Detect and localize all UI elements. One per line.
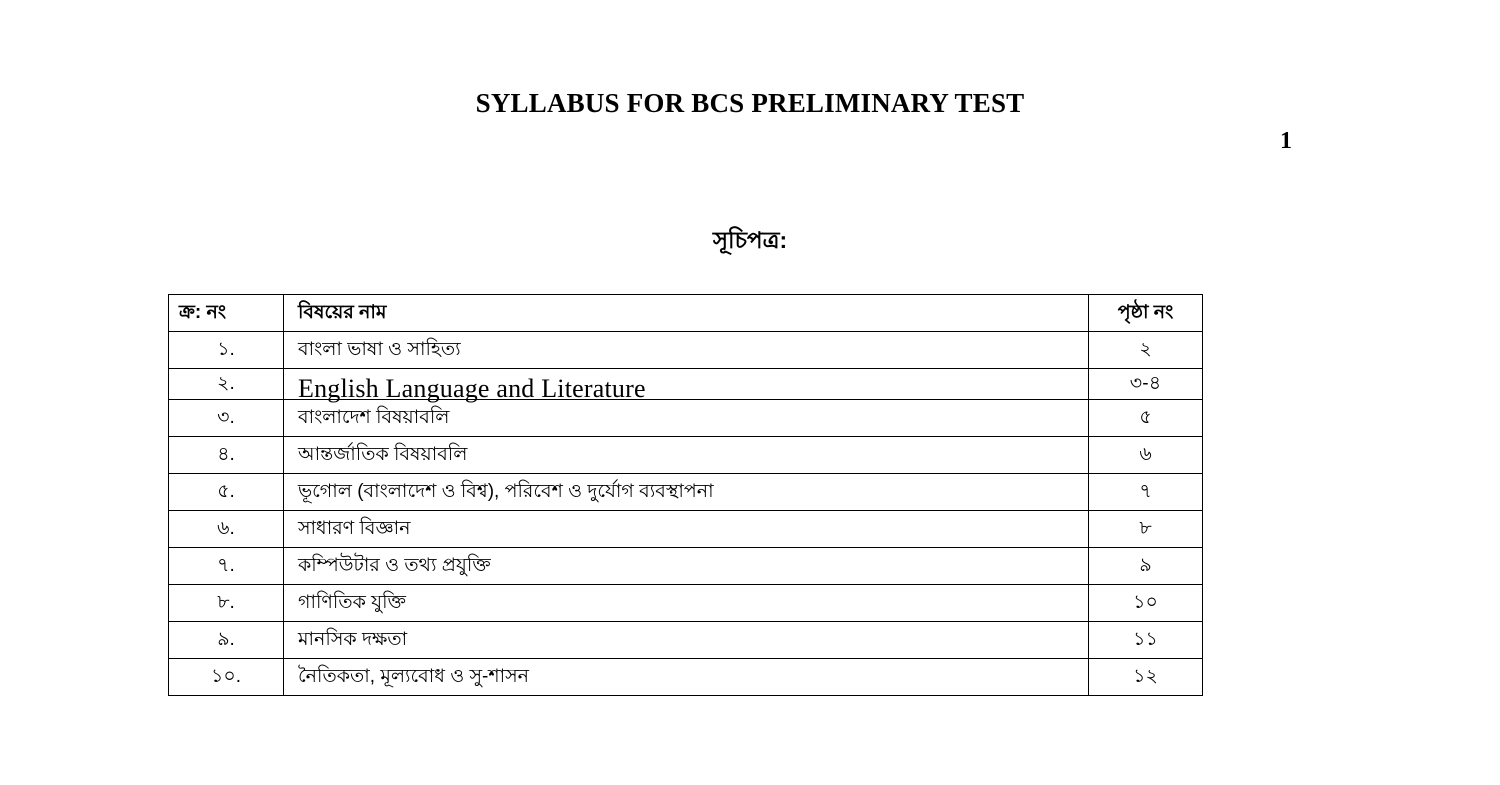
subject-value: বাংলা ভাষা ও সাহিত্য	[298, 339, 461, 360]
cell-page	[1089, 437, 1203, 474]
subject-value: মানসিক দক্ষতা	[298, 629, 408, 650]
subject-value: বাংলাদেশ বিষয়াবলি	[298, 407, 450, 428]
serial-value: ৩.	[217, 407, 235, 428]
cell-serial	[169, 437, 284, 474]
cell-page	[1089, 585, 1203, 622]
cell-subject	[284, 585, 1089, 622]
cell-subject	[284, 369, 1089, 403]
subject-value: সাধারণ বিজ্ঞান	[298, 518, 411, 539]
serial-value: ১০.	[211, 666, 241, 687]
subject-value: ভূগোল (বাংলাদেশ ও বিশ্ব), পরিবেশ ও দুর্যোগ ব্যবস্থাপনা	[298, 481, 714, 502]
cell-serial	[169, 474, 284, 511]
cell-serial	[169, 622, 284, 659]
page-value: ১০	[1133, 592, 1158, 613]
serial-value: ৮.	[217, 592, 235, 613]
column-header-serial	[169, 295, 284, 332]
cell-serial	[169, 369, 284, 400]
cell-serial	[169, 585, 284, 622]
page-value: ৫	[1139, 407, 1152, 428]
cell-serial	[169, 511, 284, 548]
cell-page	[1089, 369, 1203, 400]
table-row	[169, 659, 1203, 696]
page-value: ১১	[1133, 629, 1158, 650]
cell-serial	[169, 548, 284, 585]
subject-value: English Language and Literature	[298, 374, 646, 403]
table-row	[169, 622, 1203, 659]
page-number: 1	[1280, 128, 1292, 154]
column-header-serial-label: ক্র: নং	[179, 302, 227, 323]
serial-value: ১.	[217, 339, 235, 360]
serial-value: ২.	[216, 373, 236, 394]
cell-subject	[284, 400, 1089, 437]
cell-page	[1089, 622, 1203, 659]
serial-value: ৪.	[217, 444, 235, 465]
cell-page	[1089, 332, 1203, 369]
column-header-page-label: পৃষ্ঠা নং	[1117, 302, 1174, 323]
subject-value: আন্তর্জাতিক বিষয়াবলি	[298, 444, 468, 465]
page-value: ৭	[1139, 481, 1152, 502]
table-of-contents	[168, 294, 1203, 696]
serial-value: ৯.	[217, 629, 235, 650]
cell-serial	[169, 400, 284, 437]
column-header-subject	[284, 295, 1089, 332]
table-row	[169, 511, 1203, 548]
table-row	[169, 548, 1203, 585]
cell-page	[1089, 400, 1203, 437]
cell-page	[1089, 548, 1203, 585]
table-of-contents-heading: সূচিপত্র:	[712, 227, 788, 253]
cell-page	[1089, 511, 1203, 548]
table-row	[169, 332, 1203, 369]
cell-subject	[284, 659, 1089, 696]
page-value: ৯	[1139, 555, 1152, 576]
serial-value: ৭.	[217, 555, 235, 576]
cell-subject	[284, 437, 1089, 474]
cell-subject	[284, 622, 1089, 659]
table-header-row	[169, 295, 1203, 332]
cell-page	[1089, 474, 1203, 511]
cell-subject	[284, 474, 1089, 511]
serial-value: ৫.	[217, 481, 235, 502]
cell-subject	[284, 511, 1089, 548]
subject-value: নৈতিকতা, মূল্যবোধ ও সু-শাসন	[298, 666, 529, 687]
page-value: ২	[1139, 339, 1152, 360]
page-value: ১২	[1133, 666, 1158, 687]
cell-page	[1089, 659, 1203, 696]
column-header-subject-label: বিষয়ের নাম	[298, 302, 387, 323]
table-row	[169, 400, 1203, 437]
cell-serial	[169, 659, 284, 696]
page-value: ৩-৪	[1129, 373, 1162, 394]
table-row	[169, 474, 1203, 511]
cell-serial	[169, 332, 284, 369]
page-value: ৬	[1139, 444, 1152, 465]
table-row	[169, 437, 1203, 474]
page-value: ৮	[1139, 518, 1152, 539]
subject-value: কম্পিউটার ও তথ্য প্রযুক্তি	[298, 555, 491, 576]
column-header-page	[1089, 295, 1203, 332]
page-title: SYLLABUS FOR BCS PRELIMINARY TEST	[475, 88, 1025, 118]
serial-value: ৬.	[217, 518, 235, 539]
table-row	[169, 585, 1203, 622]
table-row	[169, 369, 1203, 400]
cell-subject	[284, 548, 1089, 585]
subject-value: গাণিতিক যুক্তি	[298, 592, 406, 613]
cell-subject	[284, 332, 1089, 369]
